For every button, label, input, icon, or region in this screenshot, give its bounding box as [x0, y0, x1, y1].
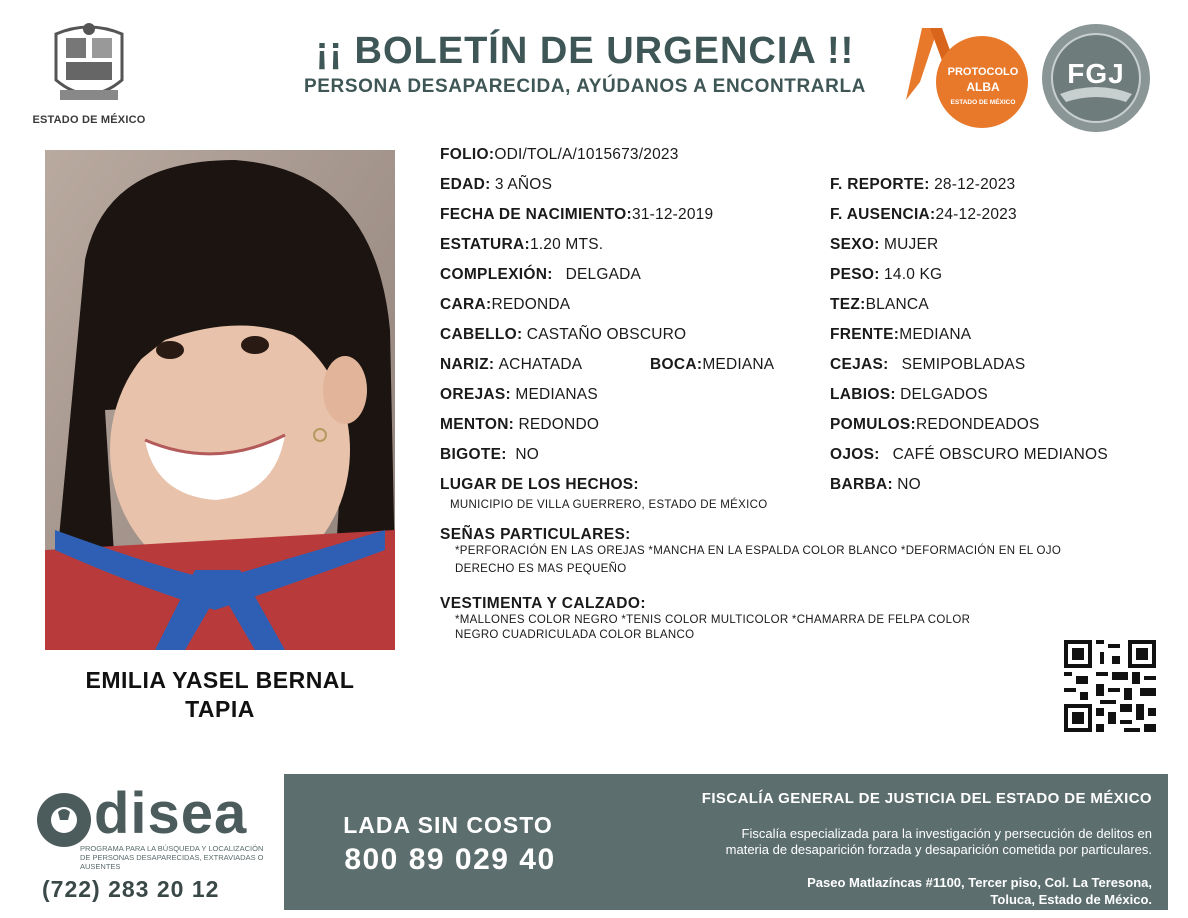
bulletin-title: ¡¡ BOLETÍN DE URGENCIA !!	[315, 30, 855, 72]
field-frente: FRENTE:MEDIANA	[830, 326, 972, 343]
person-name	[40, 666, 400, 724]
fiscalia-title: FISCALÍA GENERAL DE JUSTICIA DEL ESTADO DE MÉXICO	[701, 790, 1152, 807]
address-line-1: Paseo Matlazíncas #1100, Tercer piso, Col. La Teresona,	[807, 875, 1152, 890]
field-complexion: COMPLEXIÓN: DELGADA	[440, 266, 642, 283]
field-menton: MENTON: REDONDO	[440, 416, 600, 433]
field-boca: BOCA:MEDIANA	[650, 356, 775, 373]
estado-de-mexico-label: ESTADO DE MÉXICO	[32, 114, 146, 126]
field-ojos: OJOS: CAFÉ OBSCURO MEDIANOS	[830, 446, 1108, 463]
field-peso: PESO: 14.0 KG	[830, 266, 943, 283]
field-cejas: CEJAS: SEMIPOBLADAS	[830, 356, 1026, 373]
estado-de-mexico-coat-of-arms	[48, 20, 130, 108]
field-f-reporte: F. REPORTE: 28-12-2023	[830, 176, 1016, 193]
field-orejas: OREJAS: MEDIANAS	[440, 386, 598, 403]
address-line-2: Toluca, Estado de México.	[990, 892, 1152, 907]
vestimenta-line-2: NEGRO CUADRICULADA COLOR BLANCO	[455, 629, 695, 641]
alba-line-1: PROTOCOLO	[947, 66, 1019, 78]
field-fecha-nacimiento: FECHA DE NACIMIENTO:31-12-2019	[440, 206, 714, 223]
fiscalia-description	[600, 826, 1152, 858]
field-cara: CARA:REDONDA	[440, 296, 571, 313]
field-cabello: CABELLO: CASTAÑO OBSCURO	[440, 326, 687, 343]
field-labios: LABIOS: DELGADOS	[830, 386, 988, 403]
alba-line-2: ALBA	[966, 80, 1000, 94]
field-lugar-label: LUGAR DE LOS HECHOS:	[440, 476, 639, 493]
fiscalia-desc-line-2: materia de desaparición forzada y desaparición cometida por particulares.	[725, 842, 1152, 857]
alba-line-3: ESTADO DE MÉXICO	[950, 99, 1016, 106]
odisea-wordmark: disea	[94, 781, 248, 846]
person-name-line-2: TAPIA	[185, 696, 255, 722]
field-edad: EDAD: 3 AÑOS	[440, 176, 553, 193]
fgj-seal	[1040, 22, 1152, 134]
odisea-phone[interactable]: (722) 283 20 12	[42, 876, 220, 902]
senas-line-2: DERECHO ES MAS PEQUEÑO	[455, 563, 627, 575]
senas-heading: SEÑAS PARTICULARES:	[440, 526, 631, 543]
field-pomulos: POMULOS:REDONDEADOS	[830, 416, 1040, 433]
field-barba: BARBA: NO	[830, 476, 921, 493]
field-f-ausencia: F. AUSENCIA:24-12-2023	[830, 206, 1017, 223]
fiscalia-address	[600, 874, 1152, 908]
field-folio: FOLIO:ODI/TOL/A/1015673/2023	[440, 146, 679, 163]
field-lugar-value: MUNICIPIO DE VILLA GUERRERO, ESTADO DE MÉXICO	[450, 499, 768, 511]
vestimenta-heading: VESTIMENTA Y CALZADO:	[440, 595, 646, 612]
person-name-line-1: EMILIA YASEL BERNAL	[85, 667, 355, 693]
field-estatura: ESTATURA:1.20 MTS.	[440, 236, 604, 253]
field-bigote: BIGOTE: NO	[440, 446, 539, 463]
bulletin-subtitle: PERSONA DESAPARECIDA, AYÚDANOS A ENCONTRARLA	[304, 76, 866, 97]
missing-person-photo	[45, 150, 395, 650]
field-nariz: NARIZ: ACHATADA	[440, 356, 583, 373]
qr-code[interactable]	[1064, 640, 1156, 732]
lada-number[interactable]: 800 89 029 40	[344, 843, 556, 876]
field-sexo: SEXO: MUJER	[830, 236, 939, 253]
odisea-caption: PROGRAMA PARA LA BÚSQUEDA Y LOCALIZACIÓN DE PERSONAS DESAPARECIDAS, EXTRAVIADAS O AUSENTES	[80, 844, 264, 871]
senas-line-1: *PERFORACIÓN EN LAS OREJAS *MANCHA EN LA ESPALDA COLOR BLANCO *DEFORMACIÓN EN EL OJO	[455, 545, 1062, 557]
fgj-text: FGJ	[1067, 58, 1125, 89]
protocolo-alba-badge	[900, 22, 1030, 134]
field-tez: TEZ:BLANCA	[830, 296, 929, 313]
fiscalia-desc-line-1: Fiscalía especializada para la investigación y persecución de delitos en	[741, 826, 1152, 841]
lada-sin-costo-label: LADA SIN COSTO	[343, 812, 553, 838]
vestimenta-line-1: *MALLONES COLOR NEGRO *TENIS COLOR MULTICOLOR *CHAMARRA DE FELPA COLOR	[455, 614, 971, 626]
